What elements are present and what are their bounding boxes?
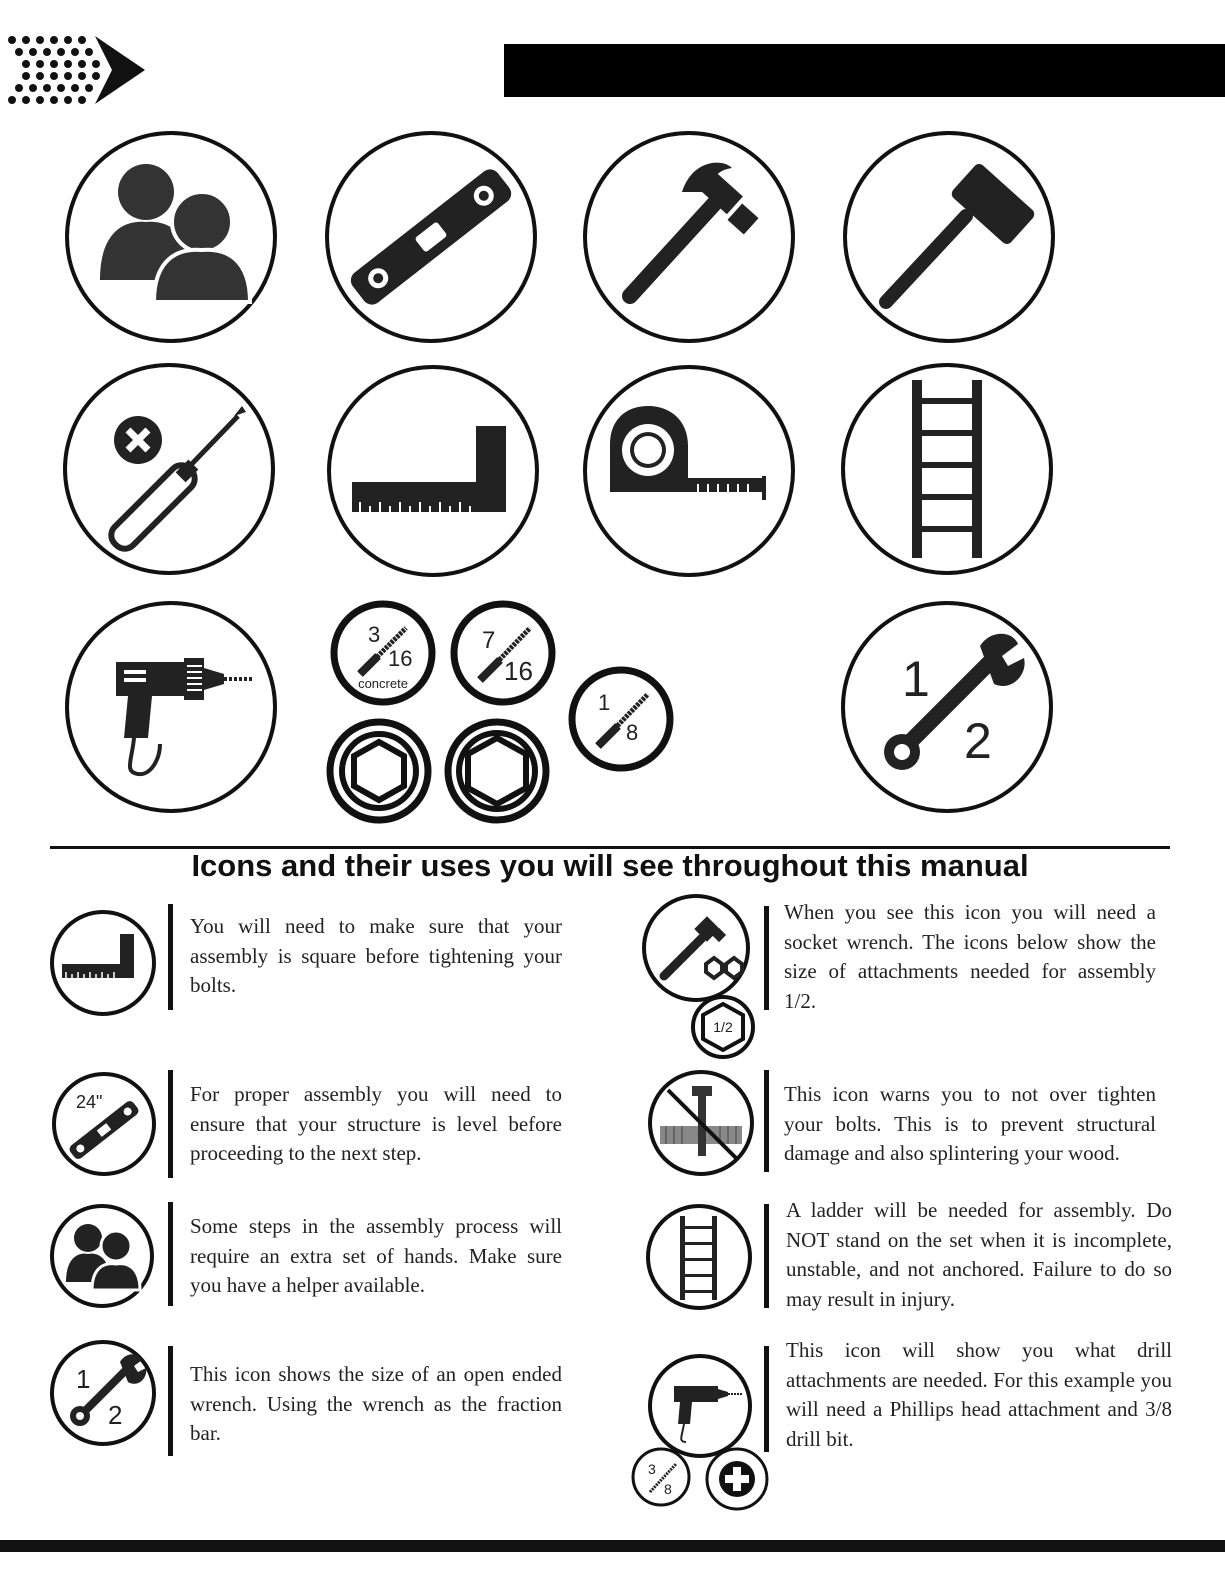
wrench-legend-bottom: 2 <box>108 1400 123 1430</box>
bit-3-16-top-label: 3 <box>368 622 381 647</box>
drill-bit-3-16-concrete-icon <box>330 600 436 706</box>
drill-legend-icon <box>646 1352 754 1460</box>
bit-7-16-bottom-label: 16 <box>504 656 533 686</box>
legend-square-text: You will need to make sure that your assembly is square before tightening your bolts. <box>190 914 562 997</box>
drill-bit-top-label: 3 <box>648 1461 656 1477</box>
legend-divider <box>168 904 173 1010</box>
helper-people-icon <box>64 130 278 344</box>
legend-divider <box>168 1070 173 1178</box>
header-banner <box>504 44 1225 97</box>
legend-divider <box>764 1204 769 1308</box>
legend-socket-text: When you see this icon you will need a socket wrench. The icons below show the size of attachments needed for assembly 1/2. <box>784 900 1156 1013</box>
wrench-top-number: 1 <box>902 651 930 707</box>
level-legend-icon <box>50 1070 158 1178</box>
no-overtighten-legend-icon <box>646 1068 756 1178</box>
mallet-icon <box>842 130 1056 344</box>
bit-3-16-bottom-label: 16 <box>388 646 413 671</box>
ladder-icon <box>840 362 1054 576</box>
section-heading: Icons and their uses you will see throughout this manual <box>191 848 1029 883</box>
bit-1-8-bottom-label: 8 <box>626 720 639 745</box>
legend-level-text: For proper assembly you will need to ensure that your structure is level before proceeding to the next step. <box>190 1082 562 1165</box>
legend-divider <box>764 906 769 1010</box>
bit-concrete-label: concrete <box>358 676 408 691</box>
legend-ladder-text: A ladder will be needed for assembly. Do NOT stand on the set when it is incomplete, unstable, and not anchored. Failure to do so may result in injury. <box>786 1198 1172 1311</box>
bit-7-16-top-label: 7 <box>482 627 496 654</box>
drill-bit-7-16-icon <box>450 600 556 706</box>
legend-helper-text: Some steps in the assembly process will require an extra set of hands. Make sure you have a helper available. <box>190 1214 562 1297</box>
drill-bit-bottom-label: 8 <box>664 1481 672 1497</box>
spirit-level-icon <box>324 130 538 344</box>
claw-hammer-icon <box>582 130 796 344</box>
phillips-screwdriver-icon <box>62 362 276 576</box>
legend-divider <box>168 1346 173 1456</box>
helper-legend-icon <box>48 1202 156 1310</box>
wrench-bottom-number: 2 <box>964 713 992 769</box>
legend-drill-text: This icon will show you what drill attachments are needed. For this example you will need a Phillips head attachment and 3/8 drill bit. <box>786 1338 1172 1451</box>
wrench-legend-icon <box>48 1338 158 1448</box>
legend-divider <box>764 1070 769 1172</box>
phillips-head-legend-icon <box>704 1446 770 1512</box>
chevron-logo-icon <box>0 30 150 110</box>
legend-divider <box>764 1346 769 1452</box>
legend-wrench-text: This icon shows the size of an open ended wrench. Using the wrench as the fraction bar. <box>190 1362 562 1445</box>
power-drill-icon <box>64 600 278 814</box>
drill-bit-3-8-legend-icon <box>630 1446 692 1508</box>
socket-size-label: 1/2 <box>713 1019 733 1035</box>
ladder-legend-icon <box>644 1202 754 1312</box>
socket-size-icon <box>690 994 756 1060</box>
level-length-label: 24" <box>76 1092 103 1112</box>
footer-bar <box>0 1540 1225 1552</box>
tape-measure-icon <box>582 364 796 578</box>
square-legend-icon <box>48 908 158 1018</box>
hex-socket-large-icon <box>444 718 550 824</box>
carpenter-square-icon <box>326 364 540 578</box>
socket-wrench-legend-icon <box>640 892 752 1004</box>
legend-divider <box>168 1202 173 1306</box>
wrench-legend-top: 1 <box>76 1364 91 1394</box>
hex-socket-small-icon <box>326 718 432 824</box>
bit-1-8-top-label: 1 <box>598 690 611 715</box>
legend-overtighten-text: This icon warns you to not over tighten your bolts. This is to prevent structural damage and also splintering your wood. <box>784 1082 1156 1165</box>
drill-bit-1-8-icon <box>568 666 674 772</box>
open-end-wrench-icon <box>840 600 1054 814</box>
